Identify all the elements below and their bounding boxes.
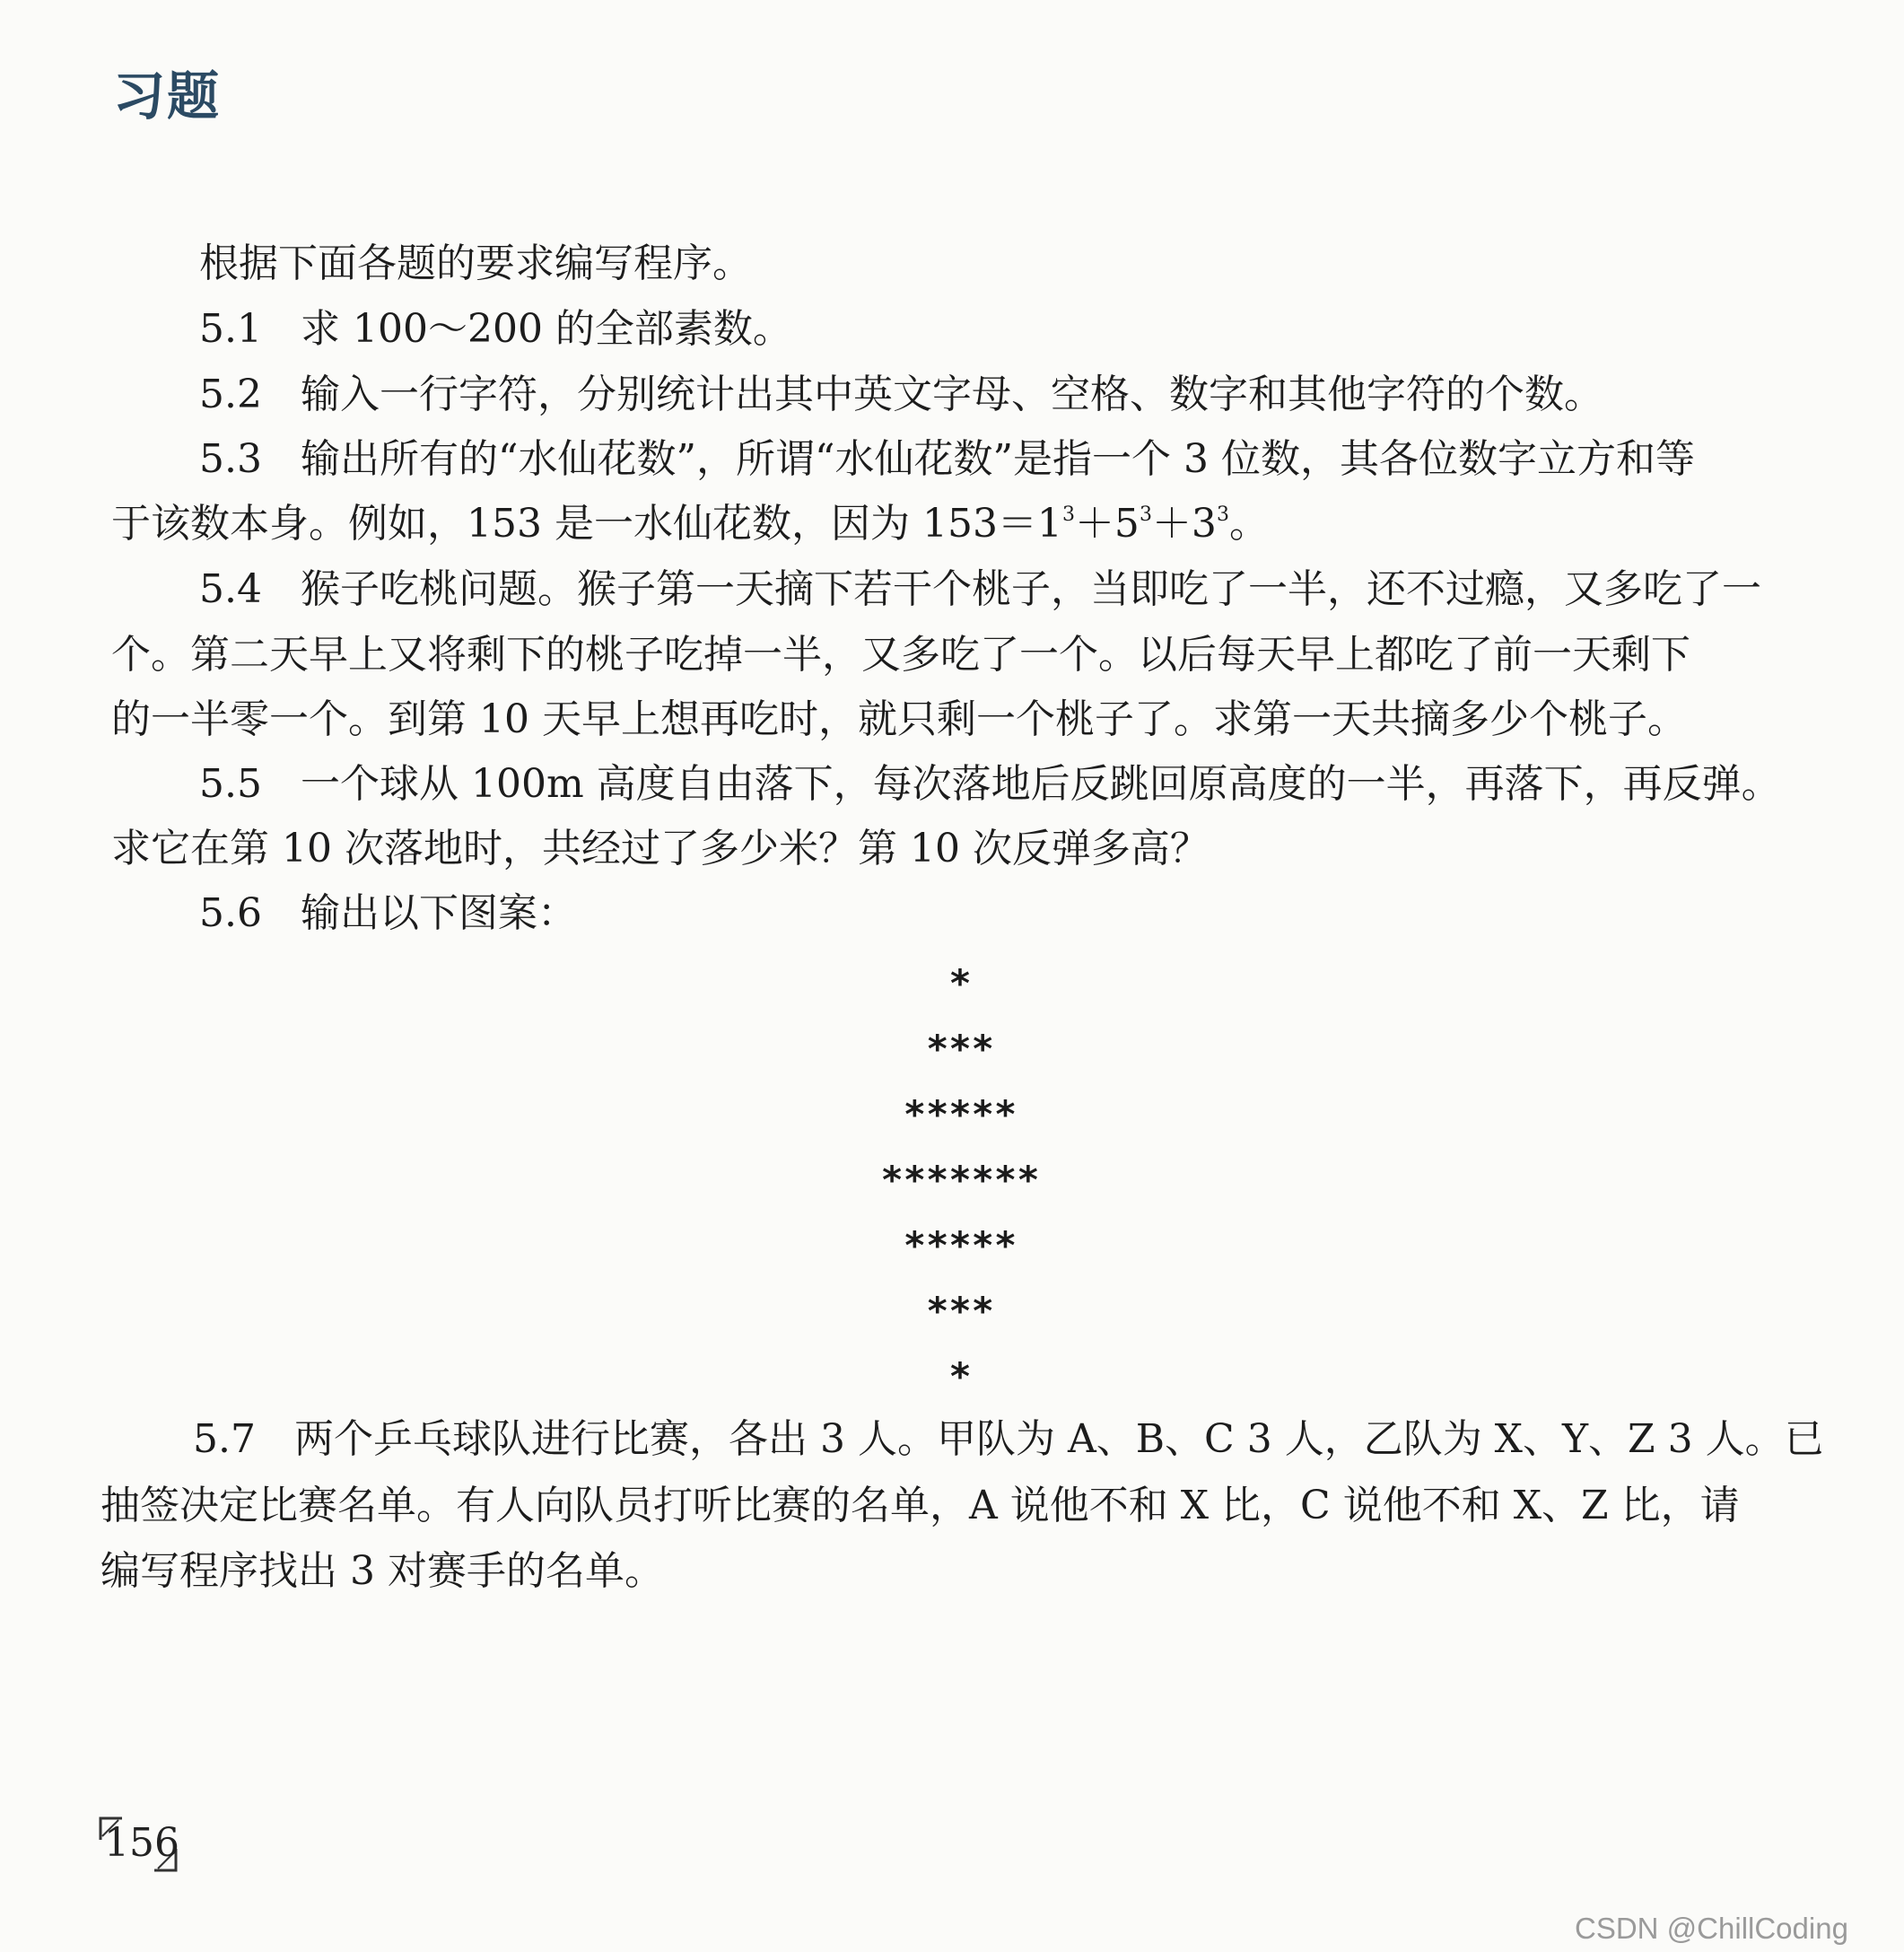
problem-text: 求 100～200 的全部素数。	[301, 306, 792, 352]
pattern-row: ***	[926, 1289, 994, 1333]
problem-5-6	[199, 890, 577, 936]
problem-5-4-line-2: 个。第二天早上又将剩下的桃子吃掉一半，又多吃了一个。以后每天早上都吃了前一天剩下	[111, 632, 1690, 678]
problem-number: 5.5	[199, 761, 262, 807]
page-number: 156	[104, 1820, 179, 1866]
problem-text: 两个乒乓球队进行比赛，各出 3 人。甲队为 A、B、C 3 人，乙队为 X、Y、Z 3 人。已	[294, 1416, 1824, 1462]
problem-5-3-line-2	[111, 501, 1269, 547]
problem-number: 5.3	[199, 436, 262, 482]
problem-5-2	[199, 372, 1603, 417]
exponent: 3	[1216, 503, 1229, 526]
problem-5-7-line-1	[193, 1416, 1824, 1462]
pattern-row: *****	[903, 1092, 1018, 1136]
pattern-row: *****	[903, 1223, 1018, 1267]
problem-text: ＋5	[1074, 501, 1140, 547]
pattern-row: *	[948, 961, 972, 1005]
problem-number: 5.1	[199, 306, 262, 352]
problem-text: 输出所有的“水仙花数”，所谓“水仙花数”是指一个 3 位数，其各位数字立方和等	[301, 436, 1695, 482]
problem-text: 输出以下图案：	[301, 890, 577, 936]
problem-5-5-line-2: 求它在第 10 次落地时，共经过了多少米？第 10 次反弹多高？	[111, 826, 1210, 871]
problem-text: 猴子吃桃问题。猴子第一天摘下若干个桃子，当即吃了一半，还不过瘾，又多吃了一	[301, 566, 1761, 612]
problem-5-4-line-3: 的一半零一个。到第 10 天早上想再吃时，就只剩一个桃子了。求第一天共摘多少个桃子。	[111, 696, 1687, 742]
exponent: 3	[1061, 503, 1075, 526]
pattern-row: *******	[880, 1158, 1040, 1202]
problem-text: 于该数本身。例如，153 是一水仙花数，因为 153＝1	[111, 501, 1062, 547]
problem-text: 输入一行字符，分别统计出其中英文字母、空格、数字和其他字符的个数。	[301, 372, 1603, 417]
exponent: 3	[1139, 503, 1152, 526]
watermark: CSDN @ChillCoding	[1575, 1912, 1848, 1945]
pattern-row: *	[948, 1354, 972, 1398]
pattern-row: ***	[926, 1027, 994, 1071]
problem-number: 5.4	[199, 566, 262, 612]
problem-5-1	[199, 306, 792, 352]
problem-text: ＋3	[1151, 501, 1217, 547]
intro-text: 根据下面各题的要求编写程序。	[199, 241, 752, 286]
problem-text: 。	[1228, 501, 1269, 547]
problem-5-5-line-1	[199, 761, 1781, 807]
problem-text: 一个球从 100m 高度自由落下，每次落地后反跳回原高度的一半，再落下，再反弹。	[301, 761, 1781, 807]
problem-5-7-line-3: 编写程序找出 3 对赛手的名单。	[100, 1548, 664, 1594]
problem-5-4-line-1	[199, 566, 1761, 612]
problem-number: 5.2	[199, 372, 262, 417]
problem-number: 5.7	[193, 1416, 256, 1462]
section-heading: 习题	[113, 66, 222, 127]
problem-5-7-line-2: 抽签决定比赛名单。有人向队员打听比赛的名单，A 说他不和 X 比，C 说他不和 X、Z 比，请	[100, 1483, 1740, 1528]
problem-5-3-line-1	[199, 436, 1695, 482]
page-number-badge	[99, 1816, 178, 1872]
problem-number: 5.6	[199, 890, 262, 936]
